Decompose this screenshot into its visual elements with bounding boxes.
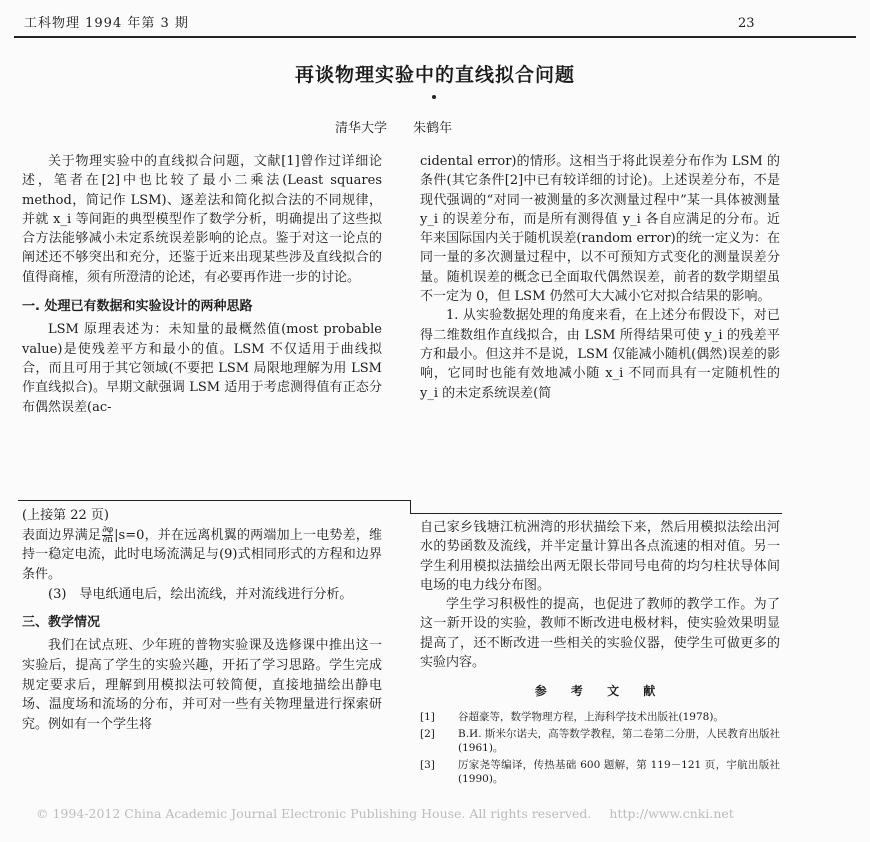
copyright-footer — [0, 806, 870, 821]
right-column — [420, 152, 780, 403]
lower-right-paragraph-1: 自己家乡钱塘江杭洲湾的形状描绘下来，然后用模拟法绘出河水的势函数及流线，并半定量计算出各点流速的相对值。另一学生利用模拟法描绘出两无限长带同号电荷的均匀柱状导体间电场的电力线分布图。 — [420, 520, 780, 593]
section-1-paragraph: LSM 原理表述为：未知量的最概然值(most probable value)是使残差平方和最小的值。LSM 不仅适用于曲线拟合，而且可用于其它领域(不要把 LSM 局限地理解为用 LSM 作直线拟合)。早期文献强调 LSM 适用于考虑测得值有正态分布偶然误差(ac- — [22, 322, 382, 415]
author-name: 朱鹤年 — [413, 121, 453, 136]
reference-item: [3] 厉家尧等编译，传热基础 600 题解，第 119－121 页，宇航出版社(1990)。 — [420, 758, 780, 785]
reference-item: [2] B.И. 斯米尔诺夫，高等数学教程，第二卷第二分册，人民教育出版社(1961)。 — [420, 727, 780, 754]
article-divider-right — [410, 513, 782, 514]
section-3-paragraph: 我们在试点班、少年班的普物实验课及选修课中推出这一实验后，提高了学生的实验兴趣，开拓了学习思路。学生完成规定要求后，理解到用模拟法可较简便，直接地描绘出静电场、温度场和流场的分布，并可对一些有关物理量进行探索研究。例如有一个学生将 — [22, 638, 382, 733]
copyright-text: © 1994-2012 China Academic Journal Electronic Publishing House. All rights reserved. — [36, 806, 592, 821]
byline — [335, 117, 474, 136]
section-3-title: 三、教学情况 — [22, 614, 101, 630]
intro-paragraph: 关于物理实验中的直线拟合问题，文献[1]曾作过详细论述，笔者在[2]中也比较了最小二乘法(Least squares method，简记作 LSM)、逐差法和简化拟合法的不同规律，并就 x_i 等间距的典型模型作了数学分析，明确提出了这些拟合方法能够减小未定系统误差影响的论点。鉴于对这一论点的阐述还不够突出和充分，还鉴于近来出现某些涉及直线拟合的值得商榷，须有所澄清的论述，有必要再作进一步的讨论。 — [22, 154, 382, 285]
article-title: 再谈物理实验中的直线拟合问题 — [294, 64, 575, 86]
step-3-paragraph: (3) 导电纸通电后，绘出流线，并对流线进行分析。 — [48, 586, 353, 602]
references-title: 参 考 文 献 — [534, 684, 666, 699]
journal-header: 工科物理 1994 年第 3 期 — [24, 16, 189, 31]
lower-right-paragraph-2: 学生学习积极性的提高，也促进了教师的教学工作。为了这一新开设的实验，教师不断改进电极材料，使实验效果明显提高了，还不断改进一些相关的实验仪器，使学生可做更多的实验内容。 — [420, 597, 780, 671]
continued-note: (上接第 22 页) — [22, 508, 109, 523]
affiliation: 清华大学 — [335, 121, 388, 136]
page-number: 23 — [738, 16, 755, 31]
left-column — [22, 152, 382, 417]
partial-derivative-fraction: $\frac{\partial\varphi}{\partial n}$ — [102, 524, 114, 545]
lower-left-column — [22, 506, 382, 735]
header-rule — [14, 36, 856, 38]
reference-item: [1] 谷超豪等，数学物理方程，上海科学技术出版社(1978)。 — [420, 710, 724, 723]
article-divider-left — [18, 500, 410, 501]
reference-list — [420, 710, 780, 786]
boundary-paragraph: 表面边界满足 $\frac{\partial\varphi}{\partial n}$ |s=0，并在远离机翼的两端加上一电势差，维持一稳定电流，此时电场流满足与(9)式相同形式的方程和边界条件。 — [22, 524, 382, 583]
article-divider-step — [410, 500, 411, 514]
cnki-url: http://www.cnki.net — [609, 806, 734, 821]
right-paragraph-1: cidental error)的情形。这相当于将此误差分布作为 LSM 的条件(其它条件[2]中已有较详细的讨论)。上述误差分布，不是现代强调的“对同一被测量的多次测量过程中”某一具体被测量 y_i 的误差分布，而是所有测得值 y_i 各自应满足的分布。近年来国际国内关于随机误差(random error)的统一定义为：在同一量的多次测量过程中，以不可预知方式变化的测量误差分量。随机误差的概念已全面取代偶然误差，前者的数学期望虽不一定为 0，但 LSM 仍然可大大减小它对拟合结果的影响。 — [420, 154, 780, 305]
lower-right-column — [420, 518, 780, 789]
title-dot — [432, 95, 436, 99]
right-paragraph-2: 1. 从实验数据处理的角度来看，在上述分布假设下，对已得二维数组作直线拟合，由 LSM 所得结果可使 y_i 的残差平方和最小。但这并不是说，LSM 仅能减小随机(偶然)误差的影响，它同时也能有效地减小随 x_i 不同而具有一定随机性的 y_i 的未定系统误差(简 — [420, 308, 780, 401]
section-1-title: 一. 处理已有数据和实验设计的两种思路 — [22, 299, 253, 315]
